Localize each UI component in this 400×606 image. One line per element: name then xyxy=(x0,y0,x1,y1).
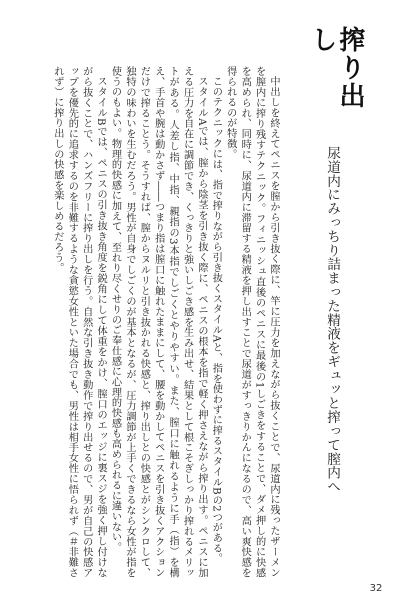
section-heading: 搾り出し xyxy=(307,26,365,110)
paragraph-1: 中出しを終えてペニスを膣から引き抜く際に、竿に圧力を加えながら抜くことで、尿道内に残ったザーメンを膣内に搾り残すテクニック。フィニッシュ直後のペニスに最後の1しごきをすることで、ダメ押し的に快感を高められ、同時に、尿道内に滞留する精液を押し出すことで尿道がすっきりかんになるので、高い爽快感を得られるのが特徴。 xyxy=(224,66,279,578)
page-number: 32 xyxy=(369,583,383,594)
paragraph-4: スタイルBでは、ペニスの引き抜き角度を鋭角にして体重をかけ、膣口のエッジに裏スジを強く押し付けながら抜くことで、ハンズフリーに搾り出しを行う。自然な引き抜き動作で搾り出せるので、男が自己の快感アップを優先的に追求するのを非難するような貪慾女性といた場合でも、男性は相手女性に悟られず（＃非難されず）に搾り出しの快感を楽しめるだろう。 xyxy=(51,66,107,578)
paragraph-3: スタイルAでは、膣から陰茎を引き抜く際に、ペニスの根本を指で軽く押さえながら搾り出す。ペニスに加える圧力を自在に調節でき、くっきりと強いしごき感を生み出せ、結果として根こそぎしっかり搾れるメリットがある。人差し指、中指、親指の3本指でしごくとやりやすい。また、膣口に触れるように手（指）を構え、手首や腕は動かさず――つまり指は膣口に触れたままにして、腰を動かしてペニスを引き抜くアクションだけで搾ることう。そうすれば、膣からヌルリと引き抜かれる快感と、搾り出しとの快感とがシンクロして、独特の味わいを生むだろう。男性が自身でしごくのが基本となるが、圧力調節が上手くできるなら女性が指を使うのもよい。物理的快感に加えて、至れり尽くせりのご奉仕感に心理的快感も高められるに違いない。 xyxy=(109,66,207,578)
paragraph-2: このテクニックには、指で搾りながら引き抜くスタイルAと、指を使わずに搾るスタイルBの2つがある。 xyxy=(210,76,222,564)
section-subtitle: 尿道内にみっちり詰まった精液をギュッと搾って膣内へ xyxy=(324,146,340,494)
body-text xyxy=(26,66,280,578)
